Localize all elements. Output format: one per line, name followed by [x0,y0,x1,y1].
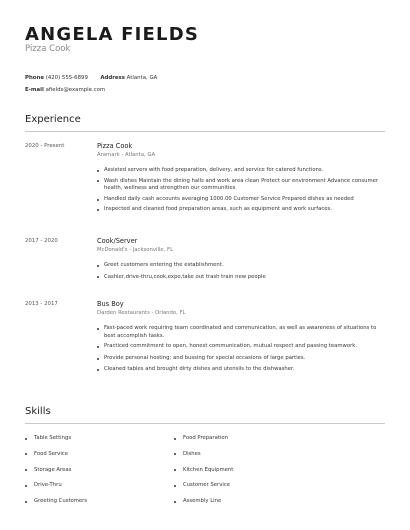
skills-heading: Skills [25,406,51,417]
job-dates: 2020 - Present [25,143,65,149]
email-label: E-mail [25,87,44,93]
job-dates: 2013 - 2017 [25,301,58,307]
phone-value: (420) 555-6899 [45,75,88,81]
list-item: Fast-paced work requiring team coordinated and communication, as well as awareness of situations to best accomplish tasks. [97,325,389,340]
skill-item: Storage Areas [25,467,175,483]
list-item: Cashier,drive-thru,cook,expo,take out trash train new people [97,274,389,282]
skill-item: Food Service [25,451,175,467]
skill-item: Assembly Line [174,498,324,514]
job-title: Bus Boy [97,300,124,308]
address-label: Address [100,75,125,81]
skill-item: Drive-Thru [25,482,175,498]
list-item: Handled daily cash accounts averaging 1000.00 Customer Service Prepared dishes as needed [97,196,389,204]
contact-line-1 [25,75,157,81]
job-bullets [97,325,389,374]
skill-item: Food Preparation [174,435,324,451]
candidate-name: ANGELA FIELDS [25,24,199,45]
list-item: Inspected and cleaned food preparation areas, such as equipment and work surfaces. [97,206,389,214]
skill-item: Customer Service [174,482,324,498]
job-title: Cook/Server [97,237,138,245]
job-title: Pizza Cook [97,142,133,150]
list-item: Assisted servers with food preparation, delivery, and service for catered functions. [97,167,389,175]
skills-divider [25,423,385,424]
experience-divider [25,131,385,132]
contact-line-2 [25,87,105,93]
candidate-title: Pizza Cook [25,44,71,54]
job-company: McDonald's - Jacksonville, FL [97,247,174,253]
address-value: Atlanta, GA [126,75,158,81]
skills-list-left [25,435,175,514]
job-bullets [97,262,389,281]
job-company: Darden Restaurants - Orlando, FL [97,310,186,316]
skill-item: Dishes [174,451,324,467]
phone-label: Phone [25,75,44,81]
email-value: afields@example.com [45,87,106,93]
skill-item: Greeting Customers [25,498,175,514]
list-item: Practiced commitment to open, honest communication, mutual respect and passing teamwork. [97,343,389,351]
skill-item: Kitchen Equipment [174,467,324,483]
job-company: Aramark - Atlanta, GA [97,152,156,158]
skill-item: Table Settings [25,435,175,451]
list-item: Wash dishes Maintain the dining halls and work area clean Protect our environment Advance consumer health, wellness and strengthen our communities [97,178,389,193]
skills-list-right [174,435,324,514]
job-bullets [97,167,389,214]
list-item: Cleaned tables and brought dirty dishes and utensils to the dishwasher. [97,366,389,374]
list-item: Provide personal hosting; and bussing for special occasions of large parties. [97,355,389,363]
experience-heading: Experience [25,114,81,125]
job-dates: 2017 - 2020 [25,238,58,244]
list-item: Greet customers entering the establishment. [97,262,389,270]
